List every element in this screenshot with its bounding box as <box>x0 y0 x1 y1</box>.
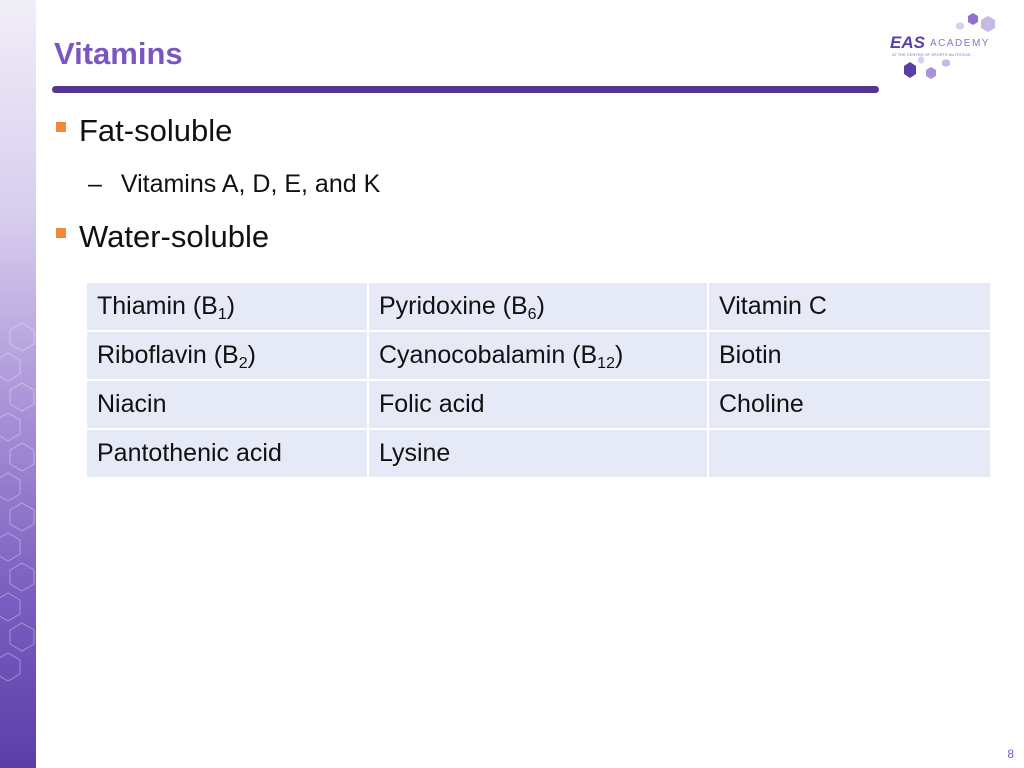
eas-academy-logo <box>884 6 1018 84</box>
table-cell: Thiamin $(B_1)$ <box>86 282 368 331</box>
title-underline <box>52 86 879 93</box>
sub-bullet-fat-soluble-vitamins <box>88 170 380 199</box>
page-number: 8 <box>1007 747 1014 761</box>
table-cell: Niacin <box>86 380 368 429</box>
bullet-square-icon <box>56 122 66 132</box>
table-row <box>86 331 991 380</box>
table-row <box>86 429 991 478</box>
table-cell <box>708 429 991 478</box>
bullet-label: Fat-soluble <box>79 113 233 148</box>
bullet-label: Water-soluble <box>79 219 270 254</box>
table-cell: Pantothenic acid <box>86 429 368 478</box>
table-row <box>86 282 991 331</box>
table-cell: Choline <box>708 380 991 429</box>
dash-marker: – <box>88 170 102 198</box>
svg-text:EAS: EAS <box>890 33 925 52</box>
svg-text:AT THE CENTER OF SPORTS NUTRIT: AT THE CENTER OF SPORTS NUTRITION <box>892 52 971 57</box>
table-row <box>86 380 991 429</box>
table-cell: Lysine <box>368 429 708 478</box>
hexagon-pattern <box>0 0 36 768</box>
table-cell: Vitamin C <box>708 282 991 331</box>
decorative-side-strip <box>0 0 36 768</box>
bullet-square-icon <box>56 228 66 238</box>
bullet-water-soluble <box>56 219 269 255</box>
water-soluble-vitamins-table <box>85 281 992 479</box>
table-cell: Cyanocobalamin $(B_{12})$ <box>368 331 708 380</box>
slide-title: Vitamins <box>54 36 183 71</box>
logo-wordmark <box>888 32 1018 62</box>
table-cell: Biotin <box>708 331 991 380</box>
svg-text:ACADEMY: ACADEMY <box>930 38 990 49</box>
table-cell: Pyridoxine $(B_6)$ <box>368 282 708 331</box>
sub-bullet-label: Vitamins A, D, E, and K <box>120 170 381 198</box>
bullet-fat-soluble <box>56 113 232 149</box>
table-cell: Riboflavin $(B_2)$ <box>86 331 368 380</box>
table-cell: Folic acid <box>368 380 708 429</box>
